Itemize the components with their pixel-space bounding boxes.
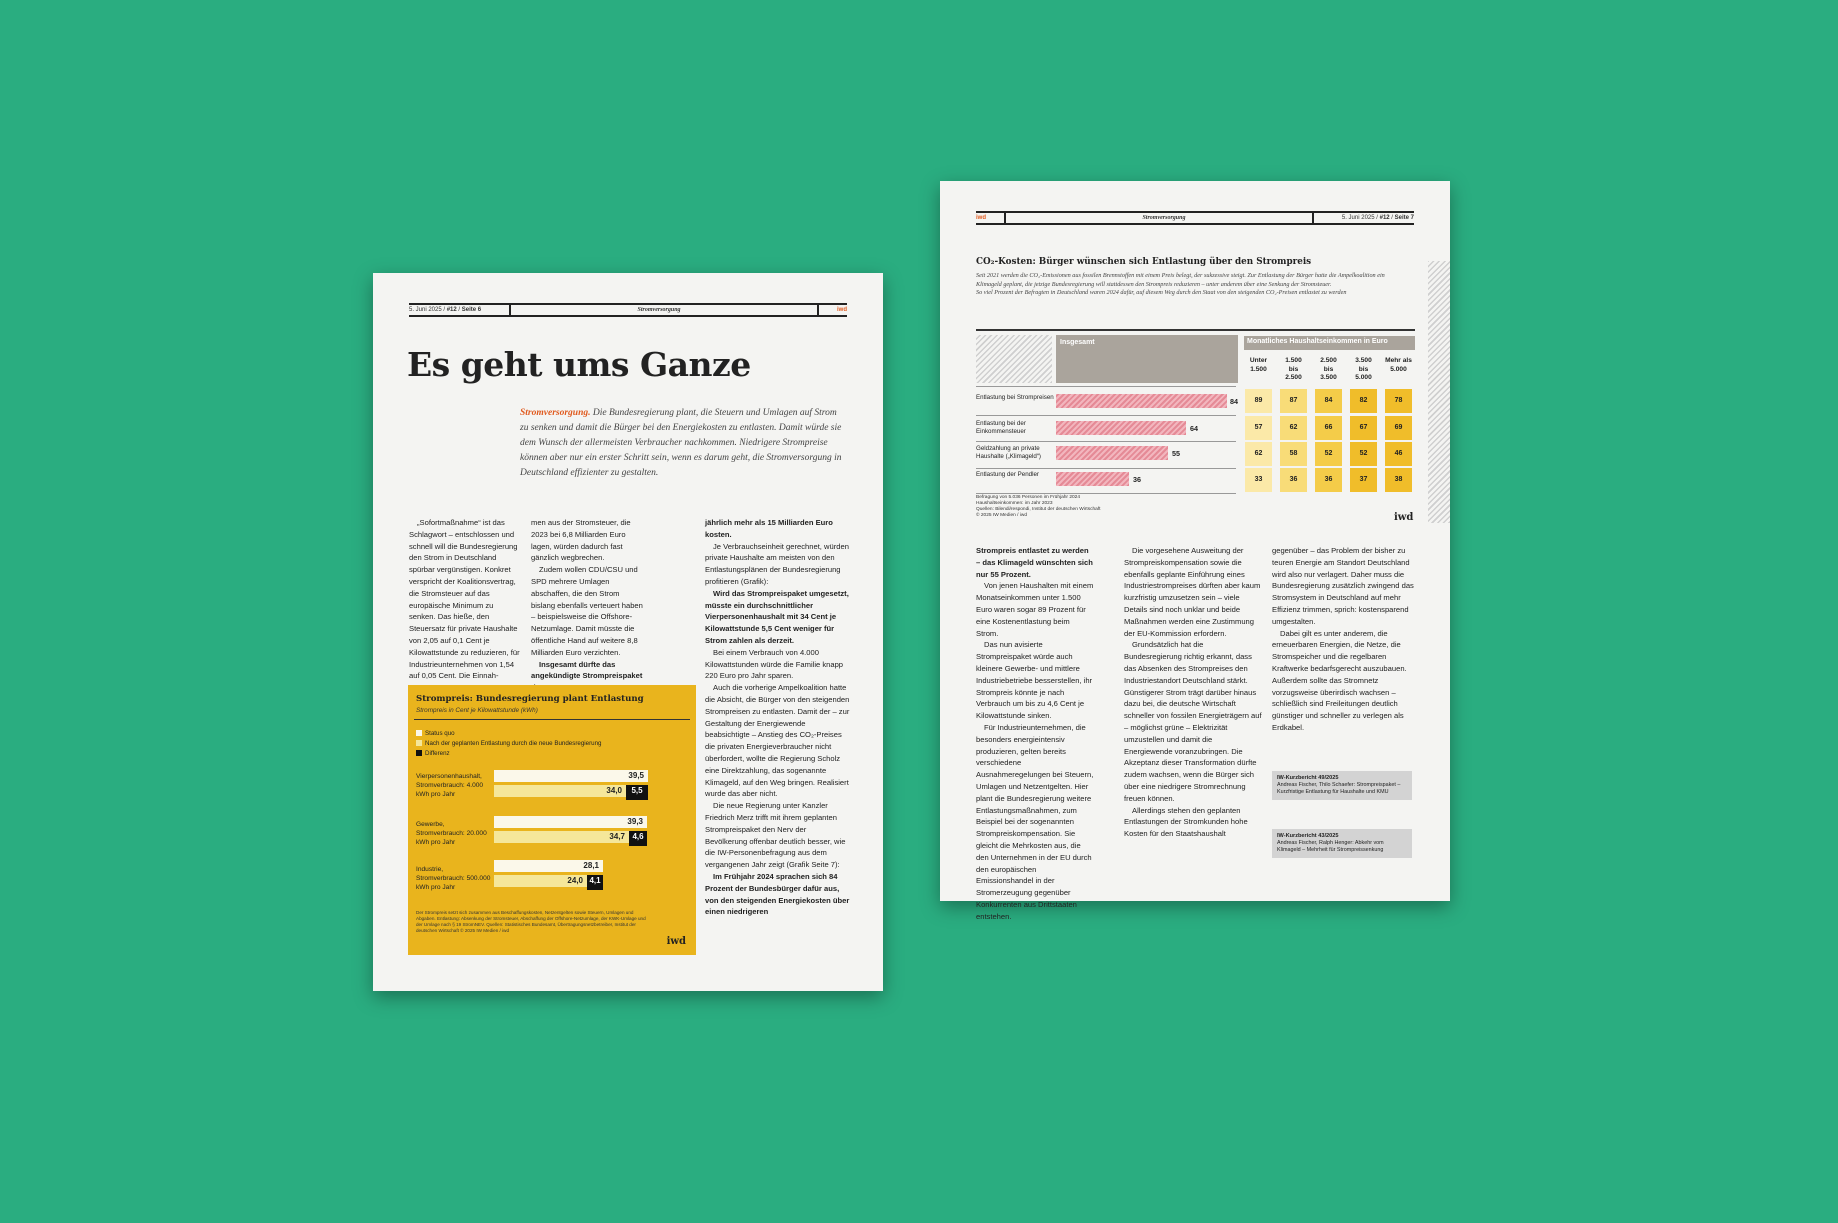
header-issue: #12 (1379, 215, 1390, 221)
row-label: Entlastung der Pendler (976, 471, 1039, 478)
paragraph: „Sofortmaßnahme“ ist das Schlagwort – entschlossen und schnell will die Bundesregierung den Strom in Deutschland spürbar vergünstigen. Konkret verspricht der Koalitionsvertrag, die Stromsteuer auf das europäische Minimum zu senken. Das hieße, den Steuersatz für private Haushalte von 2,05 auf 0,1 Cent je Kilowattstunde zu reduzieren, für Industrieunternehmen von 1,54 auf 0,05 Cent. Die Einnah- (409, 518, 520, 681)
paragraph: Für Industrieunternehmen, die besonders energieintensiv produzieren, gelten bereits verschiedene Ausnahmeregelungen bei Steuern, Umlagen und Netzentgelten. Hier plant die Bundesregierung weitere Entlastungsmaßnahmen, zum Beispiel bei der sogenannten Strompreiskompensation. Sie gleicht die Mehrkosten aus, die den Unternehmen in der EU durch den europäischen Emissionshandel in der Stromerzeugung gegenüber Konkurrenten aus Drittstaaten entstehen. (976, 722, 1094, 921)
income-col-header: 2.500 bis 3.500 (1320, 357, 1337, 381)
row-divider (976, 493, 1236, 494)
total-value: 84 (1230, 397, 1238, 406)
text-column-2 (1124, 545, 1262, 840)
page-header: 5. Juni 2025 / #12 / Seite 6 Stromversorgung iwd (409, 303, 847, 317)
legend-swatch (416, 740, 422, 746)
paragraph: Die neue Regierung unter Kanzler Friedrich Merz trifft mit ihrem geplanten Strompreispaket den Nerv der Bevölkerung offenbar deutlich besser, wie die IW-Personenbefragung aus dem vergangenen Jahr zeigt (Grafik Seite 7): (705, 801, 846, 870)
bar-status-quo: 28,1 (494, 860, 603, 872)
paragraph: Bei einem Verbrauch von 4.000 Kilowattstunden würde die Familie knapp 220 Euro pro Jahr sparen. (705, 647, 844, 681)
page-right (940, 181, 1450, 921)
bar-nach: 34,0 (494, 785, 626, 797)
income-col-header: Unter 1.500 (1249, 357, 1268, 373)
header-section: Stromversorgung (637, 307, 681, 313)
decorative-hatch (976, 335, 1052, 383)
header-date: 5. Juni 2025 (409, 307, 442, 313)
legend-item (416, 749, 601, 759)
legend-label: Nach der geplanten Entlastung durch die neue Bundesregierung (425, 740, 602, 747)
value-cell: 38 (1385, 468, 1412, 492)
header-brand: iwd (976, 215, 986, 221)
total-bar (1056, 394, 1227, 408)
group-label: Industrie, Stromverbrauch: 500.000 kWh pro Jahr (416, 866, 491, 891)
row-label: Entlastung bei der Einkommensteuer (976, 420, 1026, 435)
reference-title: IW-Kurzbericht 49/2025 (1277, 775, 1339, 781)
value-cell: 52 (1315, 442, 1342, 466)
group-label: Vierpersonenhaushalt, Stromverbrauch: 4.000 kWh pro Jahr (416, 773, 484, 798)
value-cell: 62 (1280, 416, 1307, 440)
paragraph: Die vorgesehene Ausweitung der Strompreiskompensation sowie die ebenfalls geplante Einführung eines Industriestrompreises dürften aber kaum kurzfristig umzusetzen sein – viele Details sind noch unklar und beide Maßnahmen werden eine Zustimmung der EU-Kommission erfordern. (1124, 546, 1261, 638)
reference-title: IW-Kurzbericht 43/2025 (1277, 833, 1339, 839)
reference-box[interactable] (1272, 771, 1412, 800)
intro-question: So viel Prozent der Befragten in Deutschland waren 2024 dafür, auf diesem Weg durch den Staat von den steigenden CO₂-Preisen entlastet zu werden (976, 289, 1347, 297)
legend-swatch (416, 750, 422, 756)
value-cell: 62 (1245, 442, 1272, 466)
text-column-3 (705, 517, 850, 918)
article-title: Es geht ums Ganze (407, 345, 751, 384)
chart-title: Strompreis: Bundesregierung plant Entlastung (416, 694, 644, 704)
infographic-title: CO₂-Kosten: Bürger wünschen sich Entlastung über den Strompreis (976, 257, 1312, 267)
income-col-header: Mehr als 5.000 (1385, 357, 1412, 373)
paragraph: men aus der Stromsteuer, die 2023 bei 6,8 Milliarden Euro lagen, würden dadurch fast gänzlich wegbrechen. (531, 518, 631, 563)
value-cell: 52 (1350, 442, 1377, 466)
infographic-intro (976, 272, 1388, 298)
paragraph (976, 545, 1094, 580)
income-col-header: 1.500 bis 2.500 (1285, 357, 1302, 381)
intro-text: Seit 2021 werden die CO₂-Emissionen aus fossilen Brennstoffen mit einem Preis belegt, der sukzessive steigt. Zur Entlastung der Bürger hatte die Ampelkoalition ein Klimageld geplant, die jetzige Bundesregierung will stattdessen den Strompreis reduzieren – unter anderem über eine Senkung der Stromsteuer. (976, 272, 1385, 288)
value-cell: 37 (1350, 468, 1377, 492)
chart-brand: iwd (666, 936, 686, 947)
paragraph: Das nun avisierte Strompreispaket würde auch kleinere Gewerbe- und mittlere Industriebetriebe besserstellen, ihr Strompreis könnte je nach Verbrauch um bis zu 4,6 Cent je Kilowattstunde sinken. (976, 640, 1093, 721)
row-label: Entlastung bei Strompreisen (976, 394, 1054, 401)
total-value: 36 (1133, 475, 1141, 484)
table-rule (976, 329, 1415, 331)
row-divider (976, 468, 1236, 469)
bar-differenz: 4,6 (629, 831, 647, 846)
decorative-hatch (1428, 261, 1450, 523)
value-cell: 66 (1315, 416, 1342, 440)
income-col-header: 3.500 bis 5.000 (1355, 357, 1372, 381)
row-label: Geldzahlung an private Haushalte („Klimageld“) (976, 445, 1041, 460)
header-issue: #12 (446, 307, 457, 313)
reference-box[interactable] (1272, 829, 1412, 858)
chart-subtitle: Strompreis in Cent je Kilowattstunde (kWh) (416, 707, 538, 714)
footnote-line: Haushaltseinkommen: im Jahr 2023 (976, 501, 1053, 506)
bold-text: Strompreis entlastet zu werden – das Klimageld wünschten sich nur 55 Prozent. (976, 546, 1093, 579)
total-value: 64 (1190, 424, 1198, 433)
value-cell: 67 (1350, 416, 1377, 440)
strompreis-chart (408, 685, 696, 955)
reference-text: Andreas Fischer, Ralph Henger: Abkehr vom Klimageld – Mehrheit für Strompreissenkung (1277, 840, 1384, 853)
footnote-line: Quellen: Bilendi/respondi, Institut der deutschen Wirtschaft (976, 507, 1101, 512)
text-column-2 (531, 517, 644, 694)
value-cell: 84 (1315, 389, 1342, 413)
chart-footnote: Der Strompreis setzt sich zusammen aus Beschaffungskosten, Netzentgelten sowie Steuern, Umlagen und Abgaben. Entlastung: Absenkung der Stromsteuer, Abschaffung der Offshore-Netzumlage, der KWK-Umlage und der Umlage nach § 19 StromNEV. Quellen: Statistisches Bundesamt, Übertragungsnetzbetreiber, Institut der deutschen Wirtschaft © 2025 IW Medien / iwd (416, 910, 646, 933)
total-value: 55 (1172, 449, 1180, 458)
total-bar (1056, 472, 1129, 486)
article-lead (520, 406, 846, 481)
legend-swatch (416, 730, 422, 736)
header-page: Seite 7 (1394, 215, 1414, 221)
text-column-1 (409, 517, 522, 682)
chart-divider (414, 719, 690, 720)
bar-nach: 24,0 (494, 875, 587, 887)
bar-nach: 34,7 (494, 831, 629, 843)
paragraph: Allerdings stehen den geplanten Entlastungen der Stromkunden hohe Kosten für den Staatshaushalt (1124, 805, 1248, 839)
bar-differenz: 4,1 (587, 875, 603, 890)
paragraph: Von jenen Haushalten mit einem Monatseinkommen unter 1.500 Euro waren sogar 89 Prozent für eine Kostenentlastung beim Strom. (976, 581, 1094, 638)
income-header: Monatliches Haushaltseinkommen in Euro (1244, 336, 1415, 350)
total-bar (1056, 446, 1168, 460)
header-divider (1004, 211, 1006, 225)
paragraph: Zudem wollen CDU/CSU und SPD mehrere Umlagen abschaffen, die den Strom bislang ebenfalls verteuert haben – beispielsweise die Offshore-Netzumlage. Damit müsste die öffentliche Hand auf weitere 8,8 Milliarden Euro verzichten. (531, 565, 643, 657)
footnote-line: Befragung von 5.036 Personen im Frühjahr 2024 (976, 495, 1080, 500)
legend-label: Status quo (425, 730, 455, 737)
infographic-brand: iwd (1394, 512, 1414, 523)
value-cell: 36 (1315, 468, 1342, 492)
legend-label: Differenz (425, 750, 450, 757)
value-cell: 69 (1385, 416, 1412, 440)
value-cell: 78 (1385, 389, 1412, 413)
value-cell: 36 (1280, 468, 1307, 492)
header-brand: iwd (837, 307, 847, 313)
paragraph (705, 871, 850, 918)
bold-text: Insgesamt dürfte das angekündigte Strompreispaket (531, 659, 643, 681)
header-divider (817, 303, 819, 317)
value-cell: 33 (1245, 468, 1272, 492)
total-bar (1056, 421, 1186, 435)
value-cell: 89 (1245, 389, 1272, 413)
bold-text: jährlich mehr als 15 Milliarden Euro kosten. (705, 518, 833, 539)
bar-status-quo: 39,5 (494, 770, 648, 782)
paragraph: Je Verbrauchseinheit gerechnet, würden private Haushalte am meisten von den Entlastungsplänen der Bundesregierung profitieren (Grafik): (705, 541, 849, 586)
page-header: iwd Stromversorgung 5. Juni 2025 / #12 / Seite 7 (976, 211, 1414, 225)
page-left (373, 273, 883, 991)
header-divider (1312, 211, 1314, 225)
bold-text: Wird das Strompreispaket umgesetzt, müsste ein durchschnittlicher Vierpersonenhaushalt mit 34 Cent je Kilowattstunde 5,5 Cent weniger für Strom zahlen als derzeit. (705, 588, 849, 645)
paragraph: gegenüber – das Problem der bisher zu teuren Energie am Standort Deutschland wird also nur verlagert. Daher muss die Bundesregierung zusätzlich zwingend das Stromsystem in Deutschland auf mehr Effizienz trimmen, sprich: kostensparend umgestalten. (1272, 546, 1414, 626)
value-cell: 82 (1350, 389, 1377, 413)
value-cell: 58 (1280, 442, 1307, 466)
text-column-3 (1272, 545, 1414, 734)
paragraph: Grundsätzlich hat die Bundesregierung richtig erkannt, dass das Absenken des Strompreises den Industriestandort Deutschland stärkt. Günstigerer Strom trägt darüber hinaus dazu bei, die deutsche Wirtschaft schneller von fossilen Energieträgern auf – möglichst grüne – Elektrizität umzustellen und damit die Energiewende voranzubringen. Die Akzeptanz dieser Transformation dürfte zudem wachsen, wenn die Bürger sich über eine niedrigere Stromrechnung freuen können. (1124, 640, 1262, 803)
footnote-line: © 2025 IW Medien / iwd (976, 513, 1027, 518)
insgesamt-header: Insgesamt (1056, 335, 1238, 383)
row-divider (976, 386, 1236, 387)
value-cell: 87 (1280, 389, 1307, 413)
value-cell: 57 (1245, 416, 1272, 440)
lead-text: Die Bundesregierung plant, die Steuern und Umlagen auf Strom zu senken und damit die Bürger bei den Energiekosten zu entlasten. Damit würde sie dem Wunsch der allermeisten Verbraucher nachkommen. Niedrigere Strompreise können aber nur ein erster Schritt sein, wenn es darum geht, die Stromversorgung in Deutschland effizienter zu gestalten. (520, 408, 842, 478)
paragraph: Dabei gilt es unter anderem, die erneuerbaren Energien, die Netze, die Stromspeicher und die regelbaren Kraftwerke bedarfsgerecht auszubauen. Außerdem sollte das Stromnetz vorzugsweise überirdisch wachsen – schließlich sind Freileitungen deutlich günstiger und schneller zu verlegen als Erdkabel. (1272, 628, 1407, 732)
value-cell: 46 (1385, 442, 1412, 466)
header-divider (509, 303, 511, 317)
row-divider (976, 441, 1236, 442)
paragraph (705, 588, 850, 647)
text-column-1 (976, 545, 1094, 923)
reference-text: Andreas Fischer, Thilo Schaefer: Strompreispaket – Kurzfristige Entlastung für Haushalte und KMU (1277, 782, 1401, 795)
lead-kicker: Stromversorgung. (520, 408, 591, 418)
infographic-footnote (976, 495, 1101, 519)
header-date: 5. Juni 2025 (1341, 215, 1375, 221)
paragraph: Auch die vorherige Ampelkoalition hatte die Absicht, die Bürger von den steigenden Strompreisen zu entlasten. Damit der – zur Gestaltung der Energiewende beabsichtigte – Anstieg des CO₂-Preises die privaten Energieverbraucher nicht überfordert, wollte die Regierung Scholz eine Direktzahlung, das sogenannte Klimageld, auf den Weg bringen. Realisiert wurde das aber nicht. (705, 683, 850, 799)
legend-item (416, 729, 601, 739)
bar-differenz: 5,5 (626, 785, 648, 800)
header-section: Stromversorgung (1142, 215, 1186, 221)
header-page: Seite 6 (461, 307, 482, 313)
paragraph (705, 517, 850, 541)
chart-legend (416, 729, 601, 759)
group-label: Gewerbe, Stromverbrauch: 20.000 kWh pro Jahr (416, 821, 487, 846)
bold-text: Im Frühjahr 2024 sprachen sich 84 Prozent der Bundesbürger dafür aus, von den steigenden Energiekosten über einen niedrigeren (705, 871, 850, 917)
bar-status-quo: 39,3 (494, 816, 647, 828)
row-divider (976, 415, 1236, 416)
legend-item (416, 739, 601, 749)
